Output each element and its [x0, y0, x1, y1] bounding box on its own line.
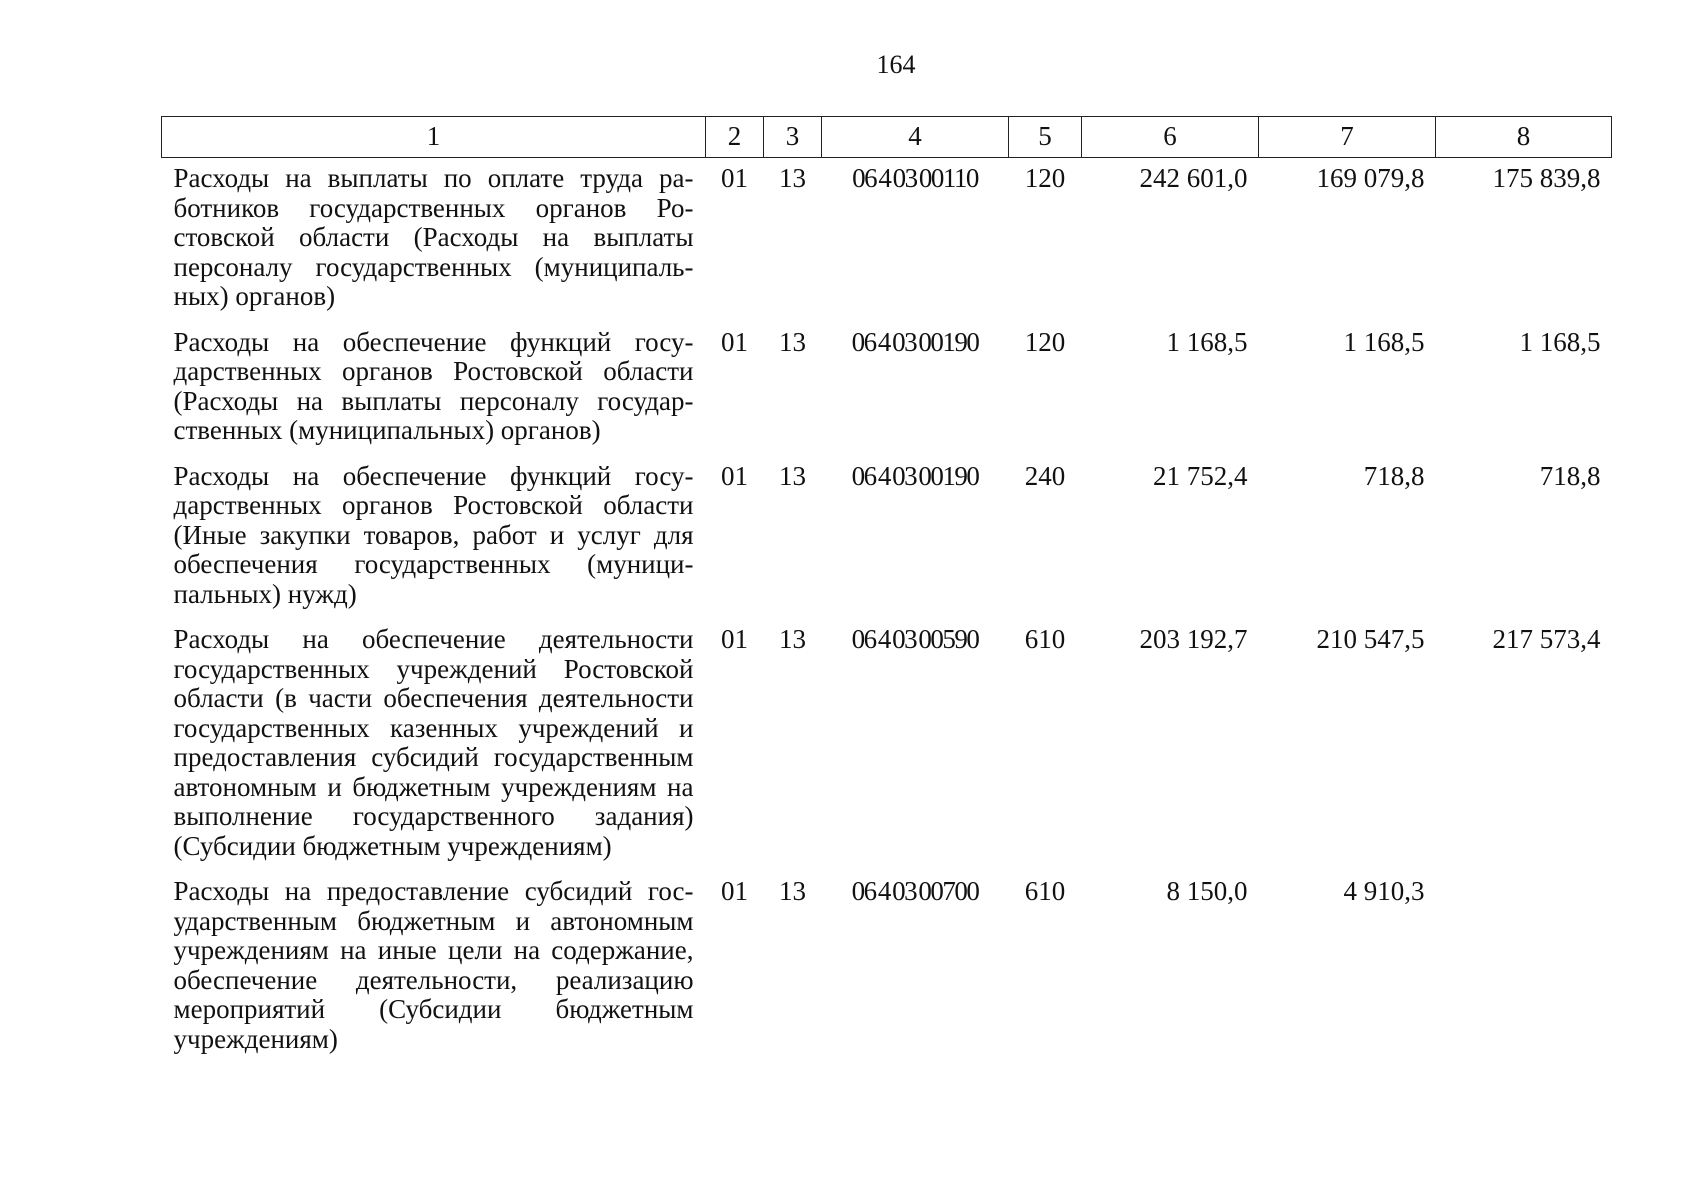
- section-code: 01: [721, 326, 748, 357]
- expense-description: Расходы на обеспечение деятельности государственных учреждений Ростовской области (в части обеспечения деятельности государственных казенных учреждений и предоставления субсидий государственным автономным и бюджетным учреждениям на выполнение государственного задания) (Субсидии бюджетным учреждениям): [173, 624, 694, 861]
- section-code: 01: [721, 624, 748, 654]
- amount-col-6: 203 192,7: [1139, 624, 1248, 654]
- amount-col-7: 1 168,5: [1343, 326, 1425, 357]
- column-header: 6: [1082, 117, 1259, 158]
- amount-col-6: 1 168,5: [1166, 326, 1248, 357]
- column-header: 4: [822, 117, 1009, 158]
- column-header: 1: [162, 117, 706, 158]
- column-header: 7: [1259, 117, 1436, 158]
- section-code: 01: [721, 163, 748, 193]
- table-row: [162, 871, 1612, 1064]
- target-article-code: 06 4 03 00590: [851, 624, 979, 654]
- target-article-code: 06 4 03 00700: [851, 876, 979, 906]
- amount-col-6: 21 752,4: [1153, 460, 1248, 491]
- expense-type-code: 610: [1024, 624, 1066, 654]
- target-article-code: 06 4 03 00190: [851, 326, 979, 357]
- subsection-code: 13: [779, 326, 806, 357]
- header-row: [162, 117, 1612, 158]
- column-header: 8: [1436, 117, 1612, 158]
- expense-description: Расходы на выплаты по оплате труда работников государственных органов Ростовской области (Расходы на выплаты персоналу государственных (муниципальных) органов): [173, 163, 694, 311]
- expense-type-code: 610: [1024, 876, 1066, 906]
- expense-type-code: 240: [1024, 460, 1066, 491]
- amount-col-8: 718,8: [1539, 460, 1601, 491]
- expense-description: Расходы на предоставление субсидий государственным бюджетным и автономным учреждениям на иные цели на содержание, обеспечение деятельности, реализацию мероприятий (Субсидии бюджетным учреждениям): [173, 876, 694, 1054]
- amount-col-7: 169 079,8: [1316, 163, 1425, 193]
- table-row: [162, 322, 1612, 456]
- amount-col-7: 718,8: [1363, 460, 1425, 491]
- amount-col-8: [1436, 871, 1612, 1064]
- subsection-code: 13: [779, 460, 806, 491]
- column-header: 5: [1009, 117, 1082, 158]
- section-code: 01: [721, 876, 748, 906]
- subsection-code: 13: [779, 163, 806, 193]
- amount-col-7: 4 910,3: [1343, 876, 1425, 906]
- amount-col-8: 175 839,8: [1492, 163, 1601, 193]
- amount-col-7: 210 547,5: [1316, 624, 1425, 654]
- target-article-code: 06 4 03 00110: [852, 163, 978, 193]
- table-row: [162, 158, 1612, 322]
- amount-col-8: 217 573,4: [1492, 624, 1601, 654]
- budget-table: [161, 116, 1612, 1064]
- amount-col-6: 8 150,0: [1166, 876, 1248, 906]
- section-code: 01: [721, 460, 748, 491]
- table-body: [162, 158, 1612, 1065]
- column-header: 3: [764, 117, 822, 158]
- column-header: 2: [706, 117, 764, 158]
- amount-col-6: 242 601,0: [1139, 163, 1248, 193]
- subsection-code: 13: [779, 624, 806, 654]
- amount-col-8: 1 168,5: [1519, 326, 1601, 357]
- table-row: [162, 619, 1612, 871]
- expense-type-code: 120: [1024, 326, 1066, 357]
- expense-type-code: 120: [1024, 163, 1066, 193]
- table-header: [162, 117, 1612, 158]
- page-number: 164: [876, 50, 916, 79]
- table-row: [162, 456, 1612, 620]
- target-article-code: 06 4 03 00190: [851, 460, 979, 491]
- subsection-code: 13: [779, 876, 806, 906]
- expense-description: Расходы на обеспечение функций государственных органов Ростовской области (Иные закупки товаров, работ и услуг для обеспечения государственных (муниципальных) нужд): [173, 460, 694, 609]
- expense-description: Расходы на обеспечение функций государственных органов Ростовской области (Расходы на выплаты персоналу государственных (муниципальных) органов): [173, 326, 694, 445]
